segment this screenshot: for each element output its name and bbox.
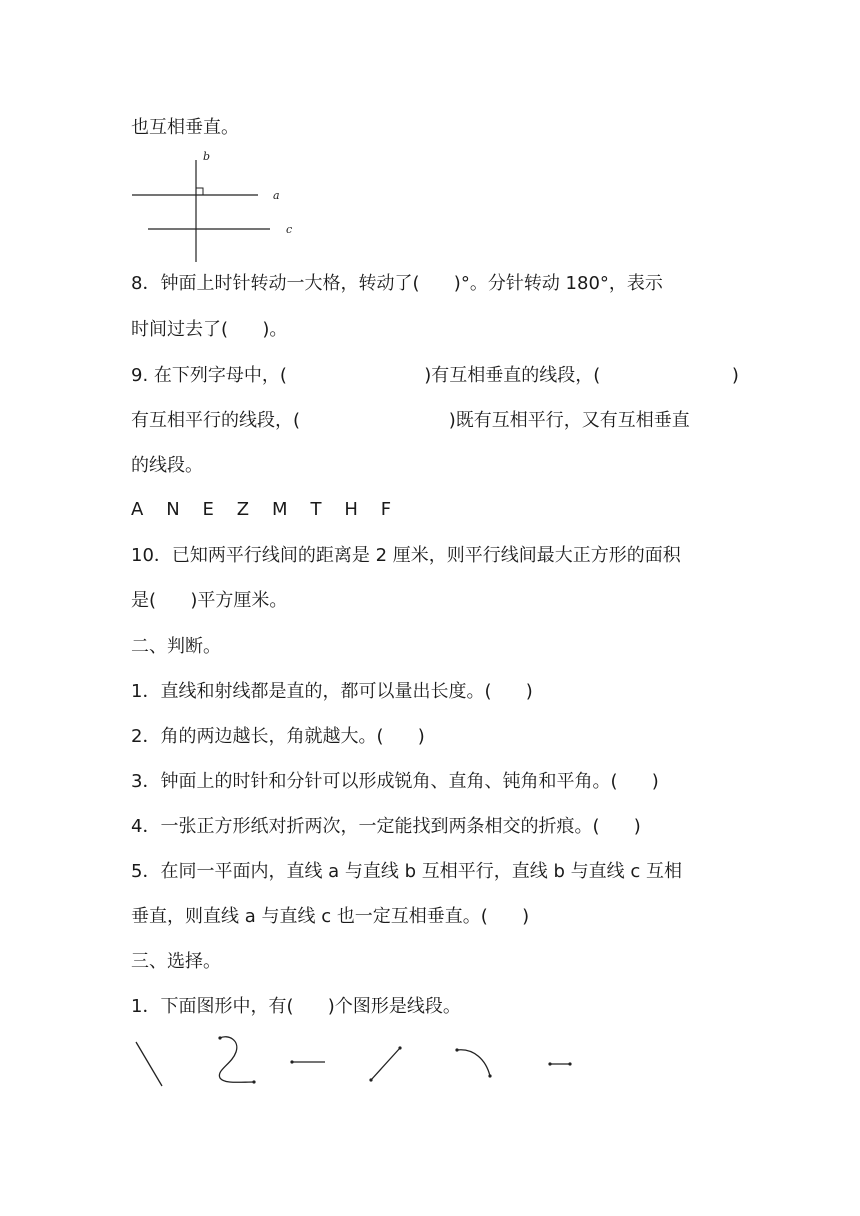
letters-row: A N E Z M T H F xyxy=(131,499,392,520)
judge-5-line-2: 垂直，则直线 a 与直线 c 也一定互相垂直。( ) xyxy=(131,906,530,927)
question-8-line-1: 8．钟面上时针转动一大格，转动了( )°。分针转动 180°，表示 xyxy=(131,273,663,294)
segment-shape-4 xyxy=(371,1048,400,1080)
judge-1: 1．直线和射线都是直的，都可以量出长度。( ) xyxy=(131,681,533,702)
question-9-line-1: 9. 在下列字母中，( )有互相垂直的线段，( ) xyxy=(131,365,739,386)
segment-endpoint-dot xyxy=(568,1062,571,1065)
judge-5-line-1: 5．在同一平面内，直线 a 与直线 b 互相平行，直线 b 与直线 c 互相 xyxy=(131,861,683,882)
arc-endpoint-dot xyxy=(455,1048,458,1051)
segment-endpoint-dot xyxy=(398,1046,401,1049)
curve-endpoint-dot xyxy=(252,1080,255,1083)
judge-2: 2．角的两边越长，角就越大。( ) xyxy=(131,726,425,747)
question-8-line-2: 时间过去了( )。 xyxy=(131,319,288,340)
perpendicular-lines-figure xyxy=(128,148,303,264)
right-angle-mark xyxy=(196,188,203,195)
segments-figure xyxy=(128,1030,588,1100)
question-9-line-2: 有互相平行的线段，( )既有互相平行，又有互相垂直 xyxy=(131,410,690,431)
arc-shape-5 xyxy=(457,1050,490,1076)
section-3-heading: 三、选择。 xyxy=(131,951,221,972)
question-9-line-3: 的线段。 xyxy=(131,455,203,476)
judge-4: 4．一张正方形纸对折两次，一定能找到两条相交的折痕。( ) xyxy=(131,816,641,837)
label-a: a xyxy=(273,189,280,202)
section-2-heading: 二、判断。 xyxy=(131,636,221,657)
text-line-0: 也互相垂直。 xyxy=(131,117,239,138)
ray-endpoint-dot xyxy=(290,1060,293,1063)
question-10-line-2: 是( )平方厘米。 xyxy=(131,590,288,611)
choice-1: 1．下面图形中，有( )个图形是线段。 xyxy=(131,996,461,1017)
arc-endpoint-dot xyxy=(488,1074,491,1077)
segment-endpoint-dot xyxy=(369,1078,372,1081)
curve-shape-2 xyxy=(219,1037,254,1083)
segment-endpoint-dot xyxy=(548,1062,551,1065)
line-shape-1 xyxy=(136,1042,162,1086)
label-c: c xyxy=(286,223,293,236)
question-10-line-1: 10．已知两平行线间的距离是 2 厘米，则平行线间最大正方形的面积 xyxy=(131,545,681,566)
curve-endpoint-dot xyxy=(218,1036,221,1039)
judge-3: 3．钟面上的时针和分针可以形成锐角、直角、钝角和平角。( ) xyxy=(131,771,659,792)
label-b: b xyxy=(203,150,211,163)
